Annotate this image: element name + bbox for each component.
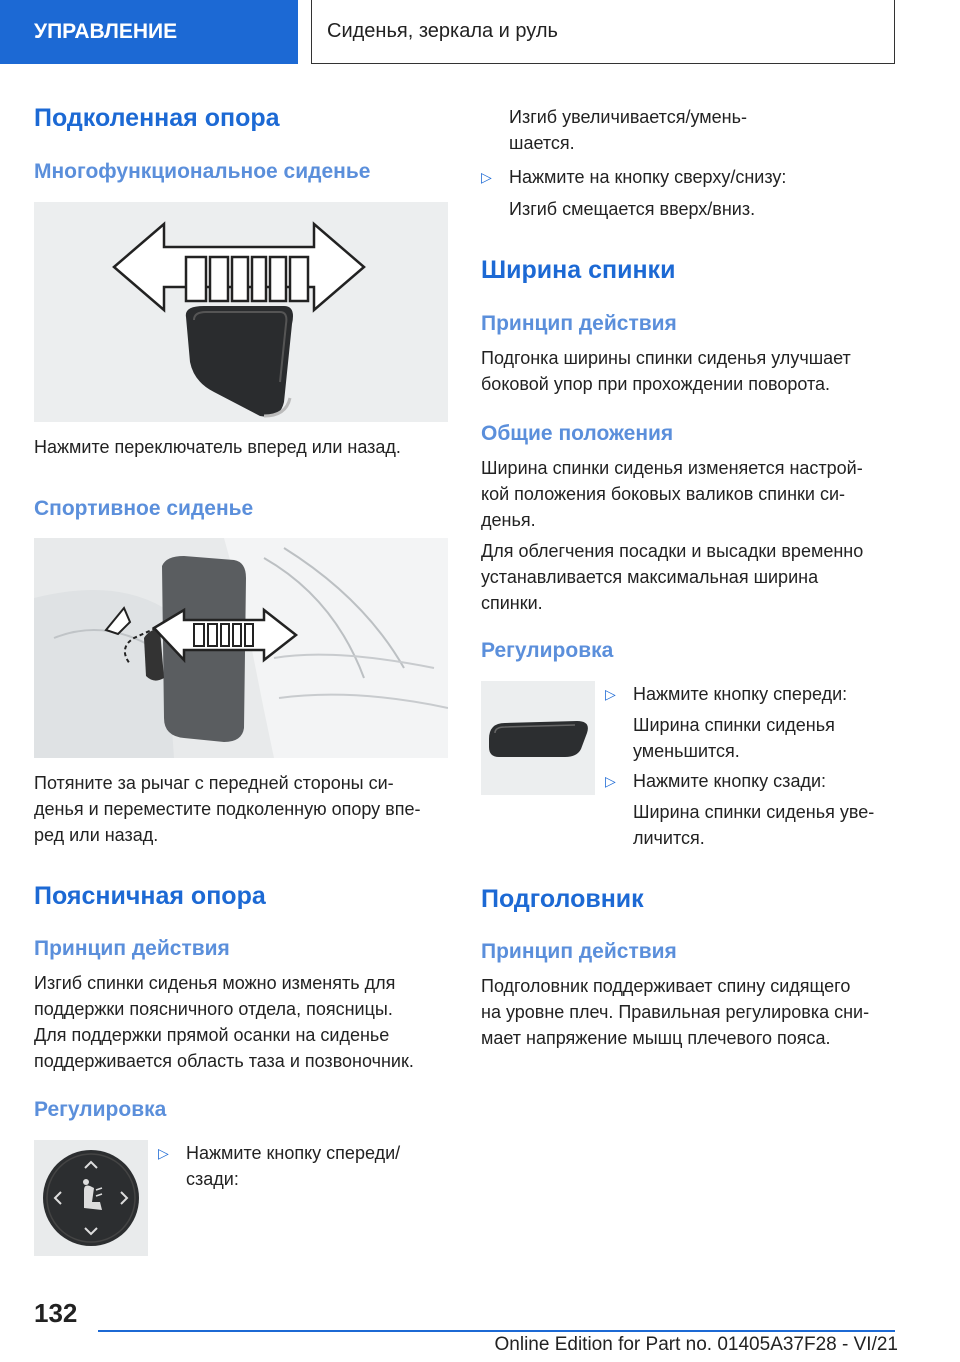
chapter-title: Сиденья, зеркала и руль bbox=[327, 20, 558, 42]
heading-knee-support: Подколенная опора bbox=[34, 104, 280, 132]
subheading-headrest-principle: Принцип действия bbox=[481, 940, 677, 963]
text-line: личится. bbox=[633, 828, 705, 848]
text-line: Изгиб увеличивается/умень- bbox=[509, 107, 747, 127]
text-headrest bbox=[481, 973, 869, 1051]
text-line: Ширина спинки сиденья уве- bbox=[633, 802, 875, 822]
four-way-controller-illustration bbox=[34, 1140, 148, 1256]
text-line: Изгиб спинки сиденья можно изменять для bbox=[34, 973, 396, 993]
text-line: Ширина спинки сиденья изменяется настрой- bbox=[481, 458, 863, 478]
width-button-illustration bbox=[481, 681, 595, 795]
text-line: поддержки поясничного отдела, поясницы. bbox=[34, 999, 393, 1019]
text-width-decrease bbox=[633, 712, 835, 764]
figure-multifunction-switch bbox=[34, 202, 448, 422]
text-line: ред или назад. bbox=[34, 825, 159, 845]
text-curve-shift: Изгиб смещается вверх/вниз. bbox=[509, 199, 756, 219]
subheading-multifunction-seat: Многофункциональное сиденье bbox=[34, 160, 371, 183]
text-line: Нажмите на кнопку сверху/снизу: bbox=[509, 167, 787, 187]
subheading-width-adjust: Регулировка bbox=[481, 639, 614, 662]
subheading-sport-seat: Спортивное сиденье bbox=[34, 497, 254, 520]
text-line: денья. bbox=[481, 510, 536, 530]
text-multifunction: Нажмите переключатель вперед или назад. bbox=[34, 437, 401, 457]
text-line: денья и переместите подколенную опору впе- bbox=[34, 799, 421, 819]
text-line: на уровне плеч. Правильная регулировка сни- bbox=[481, 1002, 870, 1022]
bullet-lumbar-press bbox=[158, 1140, 486, 1192]
bullet-up-down bbox=[481, 164, 786, 190]
text-general bbox=[481, 455, 863, 533]
figure-width-button bbox=[481, 681, 595, 795]
footer-edition: Online Edition for Part no. 01405A37F28 - VI/21 bbox=[494, 1334, 898, 1355]
text-line: Для поддержки прямой осанки на сиденье bbox=[34, 1025, 390, 1045]
text-line: уменьшится. bbox=[633, 741, 740, 761]
text-line: Потяните за рычаг с передней стороны си- bbox=[34, 773, 394, 793]
text-line: поддерживается область таза и позвоночник. bbox=[34, 1051, 414, 1071]
text-line: шается. bbox=[509, 133, 575, 153]
triangle-bullet-icon: ▷ bbox=[158, 1145, 169, 1161]
text-line: Нажмите кнопку спереди: bbox=[633, 684, 848, 704]
text-lumbar-principle bbox=[34, 970, 448, 1074]
text-line: Нажмите кнопку сзади: bbox=[633, 771, 827, 791]
figure-lumbar-controller bbox=[34, 1140, 148, 1256]
heading-lumbar-support: Поясничная опора bbox=[34, 882, 266, 910]
text-line: кой положения боковых валиков спинки си- bbox=[481, 484, 846, 504]
text-line: устанавливается максимальная ширина bbox=[481, 567, 819, 587]
subheading-width-principle: Принцип действия bbox=[481, 312, 677, 335]
text-width-principle bbox=[481, 345, 851, 397]
page-number: 132 bbox=[34, 1298, 78, 1328]
text-line: Подголовник поддерживает спину сидящего bbox=[481, 976, 851, 996]
text-line: Подгонка ширины спинки сиденья улучшает bbox=[481, 348, 851, 368]
text-line: спинки. bbox=[481, 593, 543, 613]
triangle-bullet-icon: ▷ bbox=[605, 773, 616, 789]
text-width-increase bbox=[633, 799, 874, 851]
bullet-press-back bbox=[605, 768, 929, 794]
text-curve-change bbox=[509, 104, 747, 156]
text-line: боковой упор при прохождении поворота. bbox=[481, 374, 831, 394]
subheading-lumbar-adjust: Регулировка bbox=[34, 1098, 167, 1121]
heading-backrest-width: Ширина спинки bbox=[481, 256, 676, 284]
text-line: мает напряжение мышц плечевого пояса. bbox=[481, 1028, 831, 1048]
figure-sport-seat bbox=[34, 538, 448, 758]
text-sport-seat bbox=[34, 770, 448, 848]
triangle-bullet-icon: ▷ bbox=[481, 169, 492, 185]
text-general-2 bbox=[481, 538, 863, 616]
subheading-general: Общие положения bbox=[481, 422, 674, 445]
text-line: сзади: bbox=[186, 1169, 239, 1189]
chapter-title-box bbox=[311, 0, 895, 64]
text-line: Нажмите кнопку спереди/ bbox=[186, 1143, 401, 1163]
subheading-lumbar-principle: Принцип действия bbox=[34, 937, 230, 960]
triangle-bullet-icon: ▷ bbox=[605, 686, 616, 702]
section-tab bbox=[0, 0, 298, 64]
bullet-press-front bbox=[605, 681, 929, 707]
section-label: УПРАВЛЕНИЕ bbox=[34, 20, 178, 43]
footer-divider bbox=[98, 1330, 895, 1332]
heading-headrest: Подголовник bbox=[481, 885, 644, 913]
text-line: Ширина спинки сиденья bbox=[633, 715, 835, 735]
sport-seat-illustration bbox=[34, 538, 448, 758]
text-line: Для облегчения посадки и высадки временно bbox=[481, 541, 864, 561]
double-arrow-switch-illustration bbox=[34, 202, 448, 422]
